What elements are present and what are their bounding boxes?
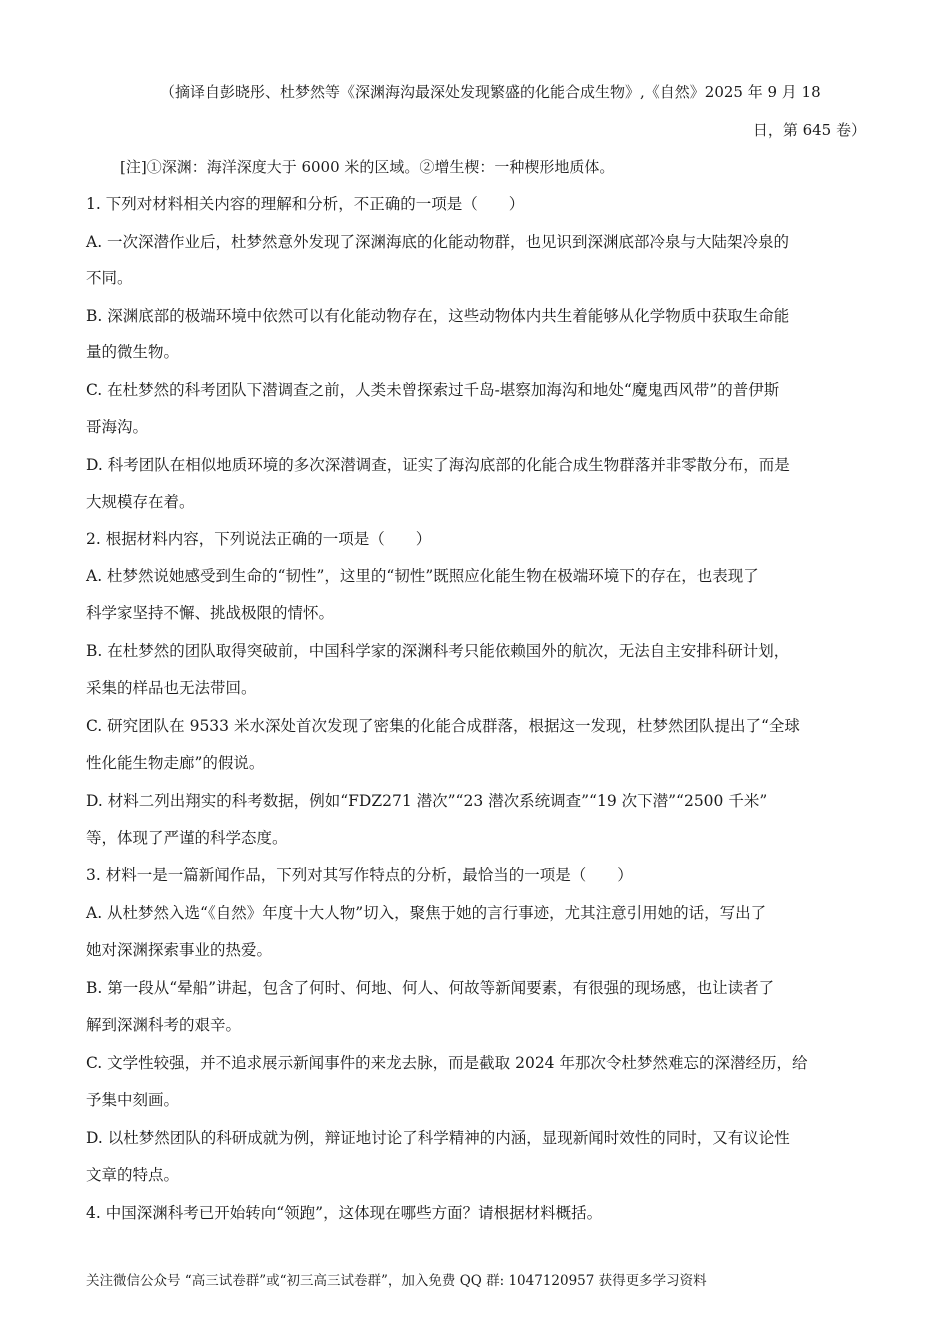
q3-option-d-line-2: 文章的特点。 — [86, 1166, 180, 1184]
question-3-stem: 3. 材料一是一篇新闻作品，下列对其写作特点的分析，最恰当的一项是（ ） — [86, 866, 633, 884]
q3-option-c-line-1: C. 文学性较强，并不追求展示新闻事件的来龙去脉，而是截取 2024 年那次令杜梦然难忘的深潜经历，给 — [86, 1054, 808, 1072]
q3-option-b-line-2: 解到深渊科考的艰辛。 — [86, 1016, 242, 1034]
q2-option-d-line-1: D. 材料二列出翔实的科考数据，例如“FDZ271 潜次”“23 潜次系统调查”“19 次下潜”“2500 千米” — [86, 792, 768, 810]
q1-option-c-line-2: 哥海沟。 — [86, 418, 149, 436]
q3-option-a-line-2: 她对深渊探索事业的热爱。 — [86, 941, 273, 959]
q2-option-a-line-2: 科学家坚持不懈、挑战极限的情怀。 — [86, 604, 335, 622]
q1-option-d-line-1: D. 科考团队在相似地质环境的多次深潜调查，证实了海沟底部的化能合成生物群落并非零散分布，而是 — [86, 456, 790, 474]
q2-option-b-line-2: 采集的样品也无法带回。 — [86, 679, 257, 697]
q2-option-c-line-2: 性化能生物走廊”的假说。 — [86, 754, 265, 772]
page-footer: 关注微信公众号 “高三试卷群”或“初三高三试卷群”，加入免费 QQ 群: 1047120957 获得更多学习资料 — [86, 1273, 707, 1289]
q1-option-c-line-1: C. 在杜梦然的科考团队下潜调查之前，人类未曾探索过千岛-堪察加海沟和地处“魔鬼西风带”的普伊斯 — [86, 381, 780, 399]
q1-option-d-line-2: 大规模存在着。 — [86, 493, 195, 511]
q2-option-d-line-2: 等，体现了严谨的科学态度。 — [86, 829, 288, 847]
annotation-note: [注]①深渊：海洋深度大于 6000 米的区域。②增生楔：一种楔形地质体。 — [120, 158, 615, 176]
source-citation-line-2: 日，第 645 卷） — [752, 121, 866, 139]
q2-option-b-line-1: B. 在杜梦然的团队取得突破前，中国科学家的深渊科考只能依赖国外的航次，无法自主安排科研计划， — [86, 642, 790, 660]
q3-option-c-line-2: 予集中刻画。 — [86, 1091, 180, 1109]
question-4-stem: 4. 中国深渊科考已开始转向“领跑”，这体现在哪些方面？请根据材料概括。 — [86, 1204, 603, 1222]
question-1-stem: 1. 下列对材料相关内容的理解和分析，不正确的一项是（ ） — [86, 195, 525, 213]
source-citation-line-1: （摘译自彭晓彤、杜梦然等《深渊海沟最深处发现繁盛的化能合成生物》,《自然》2025 年 9 月 18 — [160, 83, 821, 101]
q1-option-a-line-1: A. 一次深潜作业后，杜梦然意外发现了深渊海底的化能动物群，也见识到深渊底部冷泉与大陆架冷泉的 — [86, 233, 790, 251]
q3-option-a-line-1: A. 从杜梦然入选“《自然》年度十大人物”切入，聚焦于她的言行事迹，尤其注意引用她的话，写出了 — [86, 904, 767, 922]
question-2-stem: 2. 根据材料内容，下列说法正确的一项是（ ） — [86, 530, 432, 548]
q1-option-b-line-1: B. 深渊底部的极端环境中依然可以有化能动物存在，这些动物体内共生着能够从化学物质中获取生命能 — [86, 307, 790, 325]
q1-option-b-line-2: 量的微生物。 — [86, 343, 180, 361]
q3-option-b-line-1: B. 第一段从“晕船”讲起，包含了何时、何地、何人、何故等新闻要素，有很强的现场感，也让读者了 — [86, 979, 775, 997]
q3-option-d-line-1: D. 以杜梦然团队的科研成就为例，辩证地讨论了科学精神的内涵，显现新闻时效性的同时，又有议论性 — [86, 1129, 790, 1147]
q2-option-a-line-1: A. 杜梦然说她感受到生命的“韧性”，这里的“韧性”既照应化能生物在极端环境下的存在，也表现了 — [86, 567, 759, 585]
q2-option-c-line-1: C. 研究团队在 9533 米水深处首次发现了密集的化能合成群落，根据这一发现，杜梦然团队提出了“全球 — [86, 717, 800, 735]
q1-option-a-line-2: 不同。 — [86, 269, 133, 287]
